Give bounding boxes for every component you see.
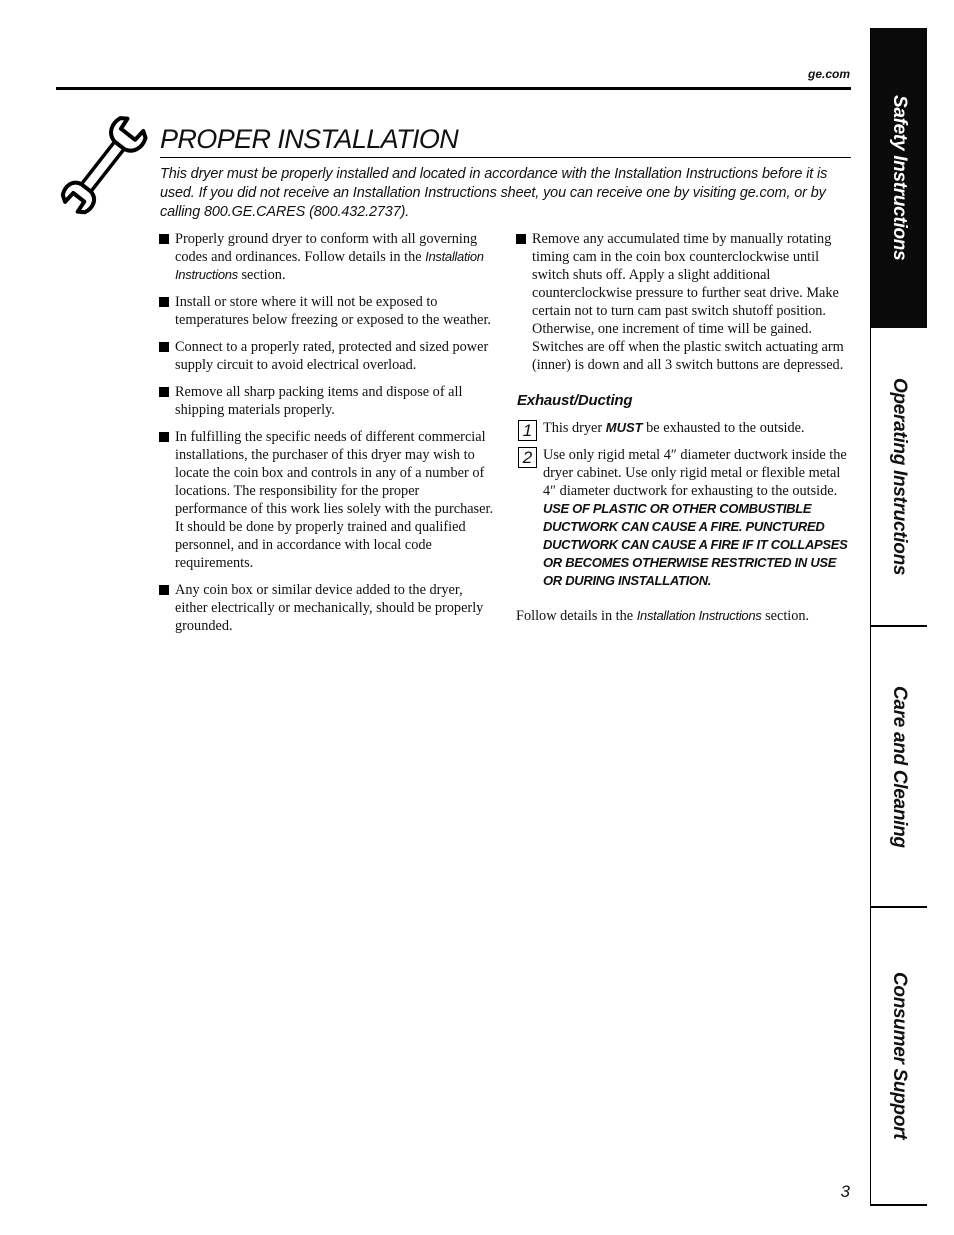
left-column <box>159 230 494 644</box>
list-item: Connect to a properly rated, protected and sized power supply circuit to avoid electrical overload. <box>159 338 494 374</box>
tab-consumer-support[interactable]: Consumer Support <box>889 972 910 1140</box>
intro-paragraph: This dryer must be properly installed and located in accordance with the Installation Instructions before it is used. If you did not receive an Installation Instructions sheet, you can receive one by visiting ge.com, or by calling 800.GE.CARES (800.432.2737). <box>160 166 828 220</box>
page-number: 3 <box>840 1182 850 1201</box>
tab-safety-instructions[interactable]: Safety Instructions <box>871 28 927 328</box>
numbered-item: 2 Use only rigid metal 4″ diameter ductwork inside the dryer cabinet. Use only rigid metal or flexible metal 4″ diameter ductwork for exhausting to the outside. USE OF PLASTIC OR OTHER COMBUSTIBLE DUCTWORK CAN CAUSE A FIRE. PUNCTURED DUCTWORK CAN CAUSE A FIRE IF IT COLLAPSES OR BECOMES OTHERWISE RESTRICTED IN USE OR DURING INSTALLATION. <box>516 446 850 590</box>
bullet-square-icon <box>159 585 169 595</box>
bullet-square-icon <box>516 234 526 244</box>
tab-operating-instructions[interactable]: Operating Instructions <box>889 377 910 576</box>
title-rule <box>160 157 851 158</box>
follow-details-note: Follow details in the Installation Instructions section. <box>516 608 810 624</box>
right-column <box>516 230 850 625</box>
list-item: Remove any accumulated time by manually rotating timing cam in the coin box counterclockwise until switch shuts off. Apply a slight additional counterclockwise pressure to further seat drive. Make certain not to turn cam past switch shutoff position. Otherwise, one increment of time will be gained. Switches are off when the plastic switch actuating arm (inner) is down and all 3 switch buttons are depressed. <box>516 230 850 374</box>
site-url: ge.com <box>807 67 850 81</box>
tab-bottom-rule <box>871 1204 927 1206</box>
tab-care-and-cleaning[interactable]: Care and Cleaning <box>889 685 910 848</box>
fire-warning-text: USE OF PLASTIC OR OTHER COMBUSTIBLE DUCTWORK CAN CAUSE A FIRE. PUNCTURED DUCTWORK CAN CAUSE A FIRE IF IT COLLAPSES OR BECOMES OTHERWISE RESTRICTED IN USE OR DURING INSTALLATION. <box>543 501 848 588</box>
section-tabs <box>870 28 927 1206</box>
step-number-badge: 1 <box>518 420 537 441</box>
list-item: In fulfilling the specific needs of different commercial installations, the purchaser of this dryer may wish to locate the coin box and controls in any of a number of locations. The responsibility for the proper performance of this work lies solely with the purchaser. It should be done by properly trained and qualified personnel, and in accordance with local code requirements. <box>159 428 494 572</box>
wrench-icon <box>58 110 150 220</box>
bullet-square-icon <box>159 342 169 352</box>
header-rule <box>56 87 851 90</box>
bullet-square-icon <box>159 297 169 307</box>
bullet-square-icon <box>159 234 169 244</box>
numbered-item: 1 This dryer MUST be exhausted to the outside. <box>516 419 850 437</box>
section-heading-exhaust: Exhaust/Ducting <box>517 392 633 409</box>
page-title: PROPER INSTALLATION <box>160 124 459 154</box>
bullet-square-icon <box>159 432 169 442</box>
list-item: Install or store where it will not be exposed to temperatures below freezing or exposed to the weather. <box>159 293 494 329</box>
step-number-badge: 2 <box>518 447 537 468</box>
list-item: Any coin box or similar device added to the dryer, either electrically or mechanically, should be properly grounded. <box>159 581 494 635</box>
bullet-square-icon <box>159 387 169 397</box>
list-item: Remove all sharp packing items and dispose of all shipping materials properly. <box>159 383 494 419</box>
list-item: Properly ground dryer to conform with all governing codes and ordinances. Follow details in the Installation Instructions section. <box>159 230 494 284</box>
